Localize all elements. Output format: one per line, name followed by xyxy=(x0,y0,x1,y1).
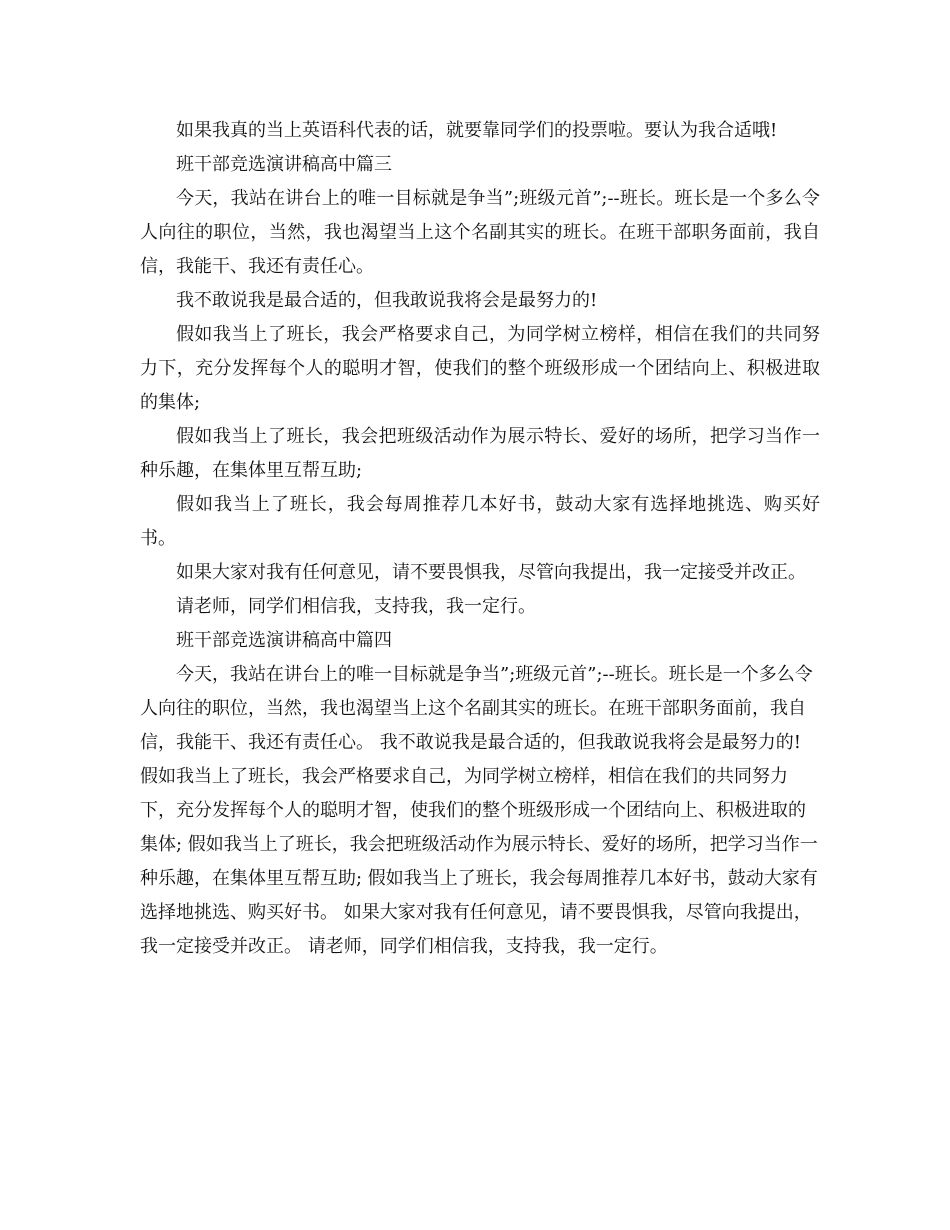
paragraph-role-model: 假如我当上了班长，我会严格要求自己，为同学树立榜样，相信在我们的共同努力下，充分发挥每个人的聪明才智，使我们的整个班级形成一个团结向上、积极进取的集体; xyxy=(140,324,820,413)
paragraph-commitment: 我不敢说我是最合适的，但我敢说我将会是最努力的! xyxy=(176,290,598,311)
paragraph-book-recommendation: 假如我当上了班长，我会每周推荐几本好书，鼓动大家有选择地挑选、购买好书。 xyxy=(140,494,820,549)
paragraph-intro: 今天，我站在讲台上的唯一目标就是争当”;班级元首”;--班长。班长是一个多么令人向往的职位，当然，我也渴望当上这个名副其实的班长。在班干部职务面前，我自信，我能干、我还有责任心。 xyxy=(140,188,820,277)
section-heading-part-three: 班干部竞选演讲稿高中篇三 xyxy=(176,154,392,175)
paragraph-appeal: 请老师，同学们相信我，支持我，我一定行。 xyxy=(176,596,536,617)
document-body xyxy=(140,114,820,964)
paragraph-feedback: 如果大家对我有任何意见，请不要畏惧我，尽管向我提出，我一定接受并改正。 xyxy=(176,562,806,583)
paragraph-class-activities: 假如我当上了班长，我会把班级活动作为展示特长、爱好的场所，把学习当作一种乐趣，在集体里互帮互助; xyxy=(140,426,820,481)
paragraph-closing-remark: 如果我真的当上英语科代表的话，就要靠同学们的投票啦。要认为我合适哦! xyxy=(176,120,778,141)
paragraph-full-speech: 今天，我站在讲台上的唯一目标就是争当”;班级元首”;--班长。班长是一个多么令人向往的职位，当然，我也渴望当上这个名副其实的班长。在班干部职务面前，我自信，我能干、我还有责任心。 我不敢说我是最合适的，但我敢说我将会是最努力的! 假如我当上了班长，我会严格要求自己，为同学树立榜样，相信在我们的共同努力下，充分发挥每个人的聪明才智，使我们的整个班级形成一个团结向上、积极进取的集体; 假如我当上了班长，我会把班级活动作为展示特长、爱好的场所，把学习当作一种乐趣，在集体里互帮互助; 假如我当上了班长，我会每周推荐几本好书，鼓动大家有选择地挑选、购买好书。 如果大家对我有任何意见，请不要畏惧我，尽管向我提出，我一定接受并改正。 请老师，同学们相信我，支持我，我一定行。 xyxy=(140,664,818,957)
section-heading-part-four: 班干部竞选演讲稿高中篇四 xyxy=(176,630,392,651)
